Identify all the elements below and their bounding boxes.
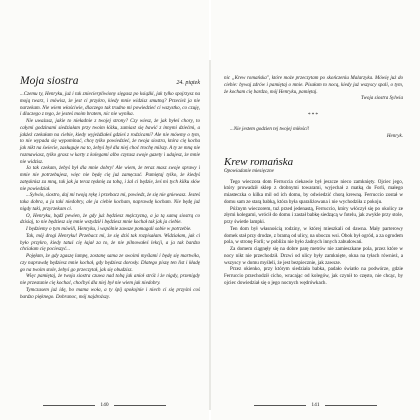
section-title: Krew romańska — [224, 155, 294, 168]
left-paragraph: I będziemy o tym mówili, Henryku, i wspólnie zawsze pomagali sobie w potrzebie. — [26, 226, 192, 232]
left-paragraph: ...Sylwio, siostro, daj mi twoją rękę i przebacz mi, powiedz, że się nie gniewasz. Jesteś taka dobra, a ja taki niedobry, ale ja ciebie kocham, naprawdę kocham. Nie będę już nigdy taki, przyrzekam ci. — [20, 192, 200, 212]
story-paragraph: Późnym wieczorem, tuż przed jedenastą, Ferruccio, który włóczył się po okolicy ze złymi kolegami, wrócił do domu i zastał babkę siedzącą w fotelu, jak zwykle przy stole, przy świetle lampki. — [224, 205, 403, 225]
right-paragraph: ...Nie jestem godzien tej twojej miłości! — [230, 126, 310, 132]
page-number: 140 — [100, 402, 109, 408]
right-page-footer — [211, 402, 420, 408]
left-paragraph: ...Czemu ty, Henryku, już i tak zniecierpliwiony sięgasz po książki, jak tylko spojrzysz na moją twarz, i mówisz, że jest ci przykro, kiedy mnie widzisz smutną? Przecież ja nie narzekam. Nie wiem właściwie, dlaczego tak trudno mi powiedzieć ci wszystko, co czuję, i dlaczego z tego, że jesteś moim bratem, nic nie wynika. — [20, 91, 200, 118]
footer-rule — [114, 405, 166, 406]
left-paragraph: Więc pamiętaj, że twoja siostra czuwa nad tobą jak anioł stróż i że nigdy, przenigdy nie przestanie cię kochać, choćbyś dla niej był nie wiem jak niedobry. — [20, 273, 200, 286]
page-number: 141 — [311, 402, 320, 408]
chapter-header — [20, 75, 200, 87]
signature-henryk: Henryk. — [386, 132, 403, 139]
left-paragraph: Tak, mój drogi Henryku! Przebacz mi, że się dziś tak rozpisałam. Widziałam, jak ci było przykro, kiedy tatuś cię łajał za to, że nie pilnowałeś lekcji, a ja tak bardzo chciałam cię pocieszyć... — [20, 232, 200, 253]
footer-rule — [254, 405, 306, 406]
section-subtitle: Opowiadanie miesięczne — [224, 168, 274, 174]
chapter-date: 24. piątek — [176, 80, 200, 86]
footer-rule — [325, 405, 377, 406]
story-paragraph: Przez okienko, przy którym siedziała babka, padało światło na podwórze, gdzie Ferruccio przechodził cicho, wracając od kolegów, jak czynił to często, nie chcąc, by ojciec dowiedział się o jego nocnych wędrówkach. — [224, 266, 403, 286]
story-paragraph: Za domem ciągnęły się na dobre parę metrów nie zamieszkane pola, przez które w nocy nikt nie przechodził. Drzwi od ulicy były zamknięte, okna na tyłach również, a wszyscy w domu myśleli, że jest bezpiecznie, jak zawsze. — [224, 246, 403, 266]
left-paragraph: Tymczasem już idę, bo mama woła, a ty śpij spokojnie i niech ci się przyśni coś bardzo pięknego. Dobranoc, mój najdroższy. — [20, 286, 200, 300]
section-divider: *** — [307, 112, 320, 118]
signature-sylwia: Twoja siostra Sylwia — [361, 95, 403, 102]
story-paragraph: Ten dom był własnością rodziny, w której mieszkali od dawna. Mały parterowy domek stał przy drodze, z bramą od ulicy, na uboczu wsi. Obok był ogród, a za ogrodem pola, w stronę Forli; w pobliżu nie było żadnych innych zabudowań. — [224, 225, 403, 246]
left-paragraph: O, Henryku, bądź pewien, że gdy już będziesz mężczyzną, a ja tą samą siostrą co dzisiaj, to nie będziesz się mnie wstydził i będziesz mnie kochał tak jak ja ciebie. — [20, 212, 200, 226]
left-page — [0, 0, 209, 420]
left-paragraph: Pojęłam, że gdy zgaszę lampę, zostanę sama ze swoimi myślami i będę się martwiła, czy naprawdę będziesz mnie kochał, gdy będziesz dorosły. Dlatego piszę ten list i kładę go na twoim stole, żebyś go przeczytał, jak się obudzisz. — [20, 253, 200, 273]
chapter-title: Moja siostra — [20, 75, 79, 87]
left-page-footer — [0, 402, 209, 408]
story-paragraph: Tego wieczora dom Ferruccia ciekawie był jeszcze nieco zamknięty. Ojciec jego, który prowadził sklep z drobnymi towarami, wyjechał z matką do Forli, małego miasteczka o kilka mil od ich domu, by odwiedzić chorą krewną. Ferruccio został w domu sam ze starą babką, która była sparaliżowana i nie wychodziła z pokoju. — [224, 178, 403, 205]
left-paragraph: Nie uważasz, jakie to nieładnie z twojej strony? Czy wiesz, że jak byłeś chory, to całymi godzinami siedziałam przy twoim łóżku, zamiast się bawić z innymi dziećmi, a jakżeż czekałam na ciebie, kiedy wyjeżdżałeś gdzieś z rodzicami? Ale nie mówmy o tym, to nie wypada się wypominać, chcę tylko powiedzieć, że twoja siostra, która cię kocha jak nikt na świecie, zasługuje na to, żebyś był dla niej choć trochę milszy. A ty ze mną nie rozmawiasz, tylko grasz w karty z kolegami albo czytasz swoje gazety i udajesz, że mnie nie widzisz. — [20, 118, 200, 165]
left-paragraph: Ja tak czekam, żebyś był dla mnie dobry! Ale wiem, że teraz masz swoje sprawy i mnie nie potrzebujesz, więc nie będę cię już zamęczać. Pamiętaj tylko, że kiedyś zatęsknisz za mną, tak jak ja teraz tęsknię za tobą, i żal ci będzie, żeś mi tych kilku słów nie powiedział. — [20, 165, 200, 192]
footer-rule — [43, 405, 95, 406]
right-paragraph: nic „Krew romańska", które może przeczytam po skończeniu Malarzyka. Mówię już do ciebie: bywaj zdrów i pamiętaj o mnie. Pisałam to nocą, kiedy już wszyscy spali, o tym, że kocham cię bardzo, mój Henryku, pamiętaj. — [224, 75, 403, 95]
right-page — [211, 0, 420, 420]
